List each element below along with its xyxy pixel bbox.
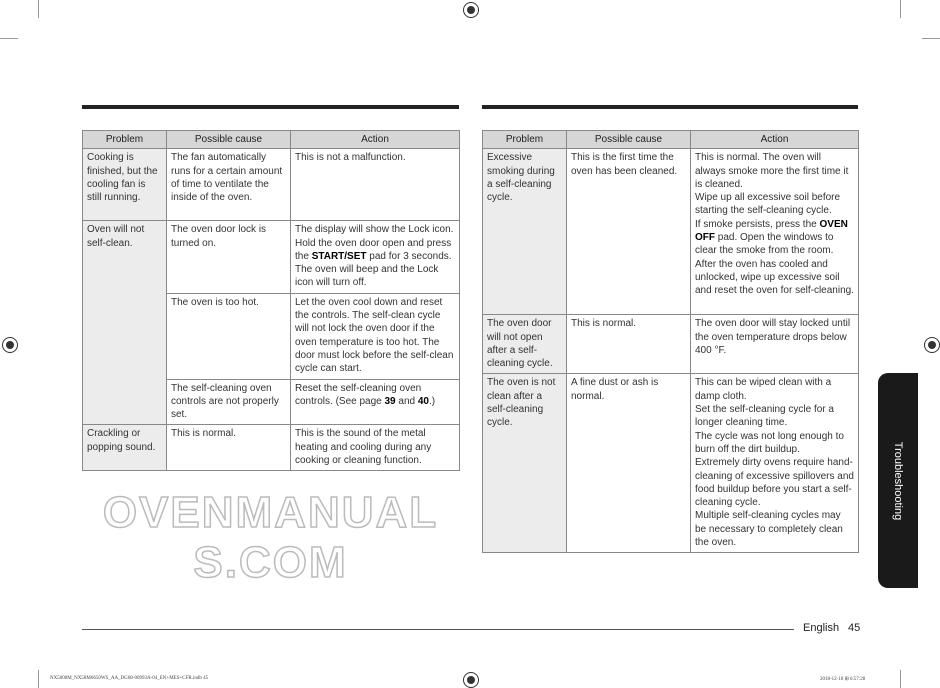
troubleshooting-table-left — [82, 130, 460, 471]
action-text: The oven door will stay locked until the oven temperature drops below 400 °F. — [695, 318, 851, 356]
cause-cell: This is normal. — [567, 315, 691, 374]
cause-cell: The self-cleaning oven controls are not properly set. — [167, 379, 291, 425]
start-set-pad-label: START/SET — [311, 250, 367, 262]
table-row — [483, 149, 859, 315]
header-problem: Problem — [83, 131, 167, 149]
page-number: 45 — [848, 622, 861, 634]
problem-cell: Crackling or popping sound. — [83, 425, 167, 471]
section-tab-troubleshooting — [878, 373, 918, 588]
action-text: The cycle was not long enough to burn off the dirt buildup. — [695, 430, 844, 455]
action-text: Wipe up all excessive soil before starting the self-cleaning cycle. — [695, 192, 841, 217]
action-cell — [291, 425, 460, 471]
problem-cell: The oven door will not open after a self-cleaning cycle. — [483, 315, 567, 374]
action-text: Extremely dirty ovens require hand-cleaning of excessive spillovers and food buildup before you start a self-cleaning cycle. — [695, 457, 854, 509]
footer-language: English — [803, 622, 840, 634]
action-text: This can be wiped clean with a damp cloth. — [695, 377, 832, 402]
action-text: Reset the self-cleaning oven controls. (See page — [295, 382, 422, 407]
action-text: If smoke persists, press the — [695, 218, 820, 230]
action-cell — [691, 315, 859, 374]
action-text: .) — [429, 395, 436, 407]
registration-mark-icon — [2, 337, 18, 353]
cause-cell: The fan automatically runs for a certain amount of time to ventilate the inside of the oven. — [167, 149, 291, 221]
table-row — [483, 374, 859, 553]
print-file-name: NX5000M_NX58M6650WS_AA_DG68-00993A-04_EN+MES+CFR.indb 45 — [50, 676, 209, 681]
action-text: After the oven has cooled and unlocked, wipe up excessive soil and reset the oven for self-cleaning. — [695, 258, 854, 297]
action-text: This is normal. The oven will always smoke more the first time it is cleaned. — [695, 152, 849, 190]
section-bar-left — [82, 105, 459, 109]
table-header-row — [83, 131, 460, 149]
troubleshooting-table-right — [482, 130, 859, 553]
cause-cell: This is the first time the oven has been cleaned. — [567, 149, 691, 315]
header-action: Action — [291, 131, 460, 149]
problem-cell: Oven will not self-clean. — [83, 221, 167, 425]
action-cell — [691, 149, 859, 315]
print-timestamp: 2018-12-18 ⊞ 6:57:28 — [820, 677, 866, 682]
registration-mark-icon — [924, 337, 940, 353]
cause-cell: The oven door lock is turned on. — [167, 221, 291, 293]
action-cell — [291, 379, 460, 425]
registration-mark-icon — [463, 672, 479, 688]
action-cell — [291, 221, 460, 293]
header-problem: Problem — [483, 131, 567, 149]
table-header-row — [483, 131, 859, 149]
cause-cell: The oven is too hot. — [167, 293, 291, 379]
action-cell — [291, 149, 460, 221]
action-cell — [291, 293, 460, 379]
action-cell — [691, 374, 859, 553]
page-reference: 40 — [417, 395, 429, 407]
table-row — [83, 425, 460, 471]
action-text: and — [395, 395, 418, 407]
cause-cell: This is normal. — [167, 425, 291, 471]
action-text: The display will show the Lock icon. Hold the oven door open and press the — [295, 224, 454, 262]
section-bar-right — [482, 105, 858, 109]
action-text: Set the self-cleaning cycle for a longer cleaning time. — [695, 404, 834, 429]
problem-cell: Excessive smoking during a self-cleaning cycle. — [483, 149, 567, 315]
action-text: This is the sound of the metal heating and cooling during any cooking or cleaning function. — [295, 428, 432, 467]
action-text: Let the oven cool down and reset the controls. The self-clean cycle will not lock the oven door if the oven temperature is too hot. The door must lock before the self-clean cycle can start. — [295, 296, 454, 375]
page-reference: 39 — [384, 395, 396, 407]
table-row — [83, 221, 460, 293]
action-text: Multiple self-cleaning cycles may be necessary to completely clean the oven. — [695, 510, 843, 549]
watermark: OVENMANUALS.COM — [102, 488, 439, 587]
header-cause: Possible cause — [567, 131, 691, 149]
registration-mark-icon — [463, 2, 479, 18]
problem-cell: Cooking is finished, but the cooling fan is still running. — [83, 149, 167, 221]
action-text: pad. Open the windows to clear the smoke from the room. — [695, 232, 834, 257]
action-text: pad for 3 seconds. The oven will beep and the Lock icon will turn off. — [295, 250, 452, 289]
table-row — [483, 315, 859, 374]
problem-cell: The oven is not clean after a self-cleaning cycle. — [483, 374, 567, 553]
header-action: Action — [691, 131, 859, 149]
oven-off-pad-label: OVEN OFF — [695, 218, 848, 244]
table-row — [83, 149, 460, 221]
section-tab-label: Troubleshooting — [892, 441, 904, 520]
footer-rule — [82, 629, 794, 630]
cause-cell: A fine dust or ash is normal. — [567, 374, 691, 553]
header-cause: Possible cause — [167, 131, 291, 149]
action-text: This is not a malfunction. — [295, 152, 406, 164]
